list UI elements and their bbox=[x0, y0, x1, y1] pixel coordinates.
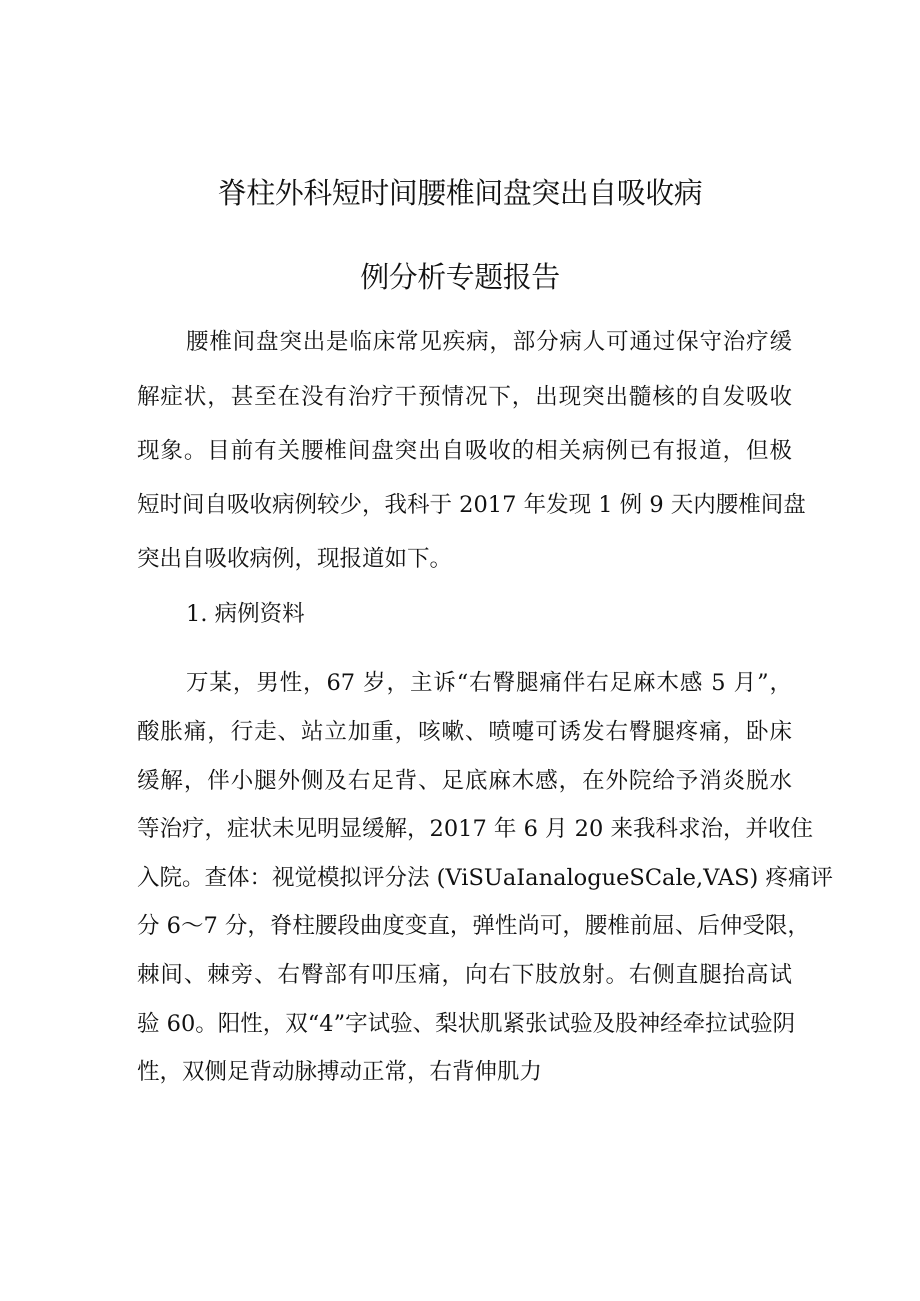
paragraph1-line: 腰椎间盘突出是临床常见疾病，部分病人可通过保守治疗缓 bbox=[186, 329, 792, 355]
paragraph2-line: 入院。查体：视觉模拟评分法 (ViSUaIanalogueSCale,VAS) 疼痛评 bbox=[137, 865, 833, 891]
paragraph2-line: 万某，男性，67 岁，主诉“右臀腿痛伴右足麻木感 5 月”， bbox=[186, 670, 792, 696]
paragraph1-line: 解症状，甚至在没有治疗干预情况下，出现突出髓核的自发吸收 bbox=[137, 384, 792, 410]
paragraph2-line: 酸胀痛，行走、站立加重，咳嗽、喷嚏可诱发右臀腿疼痛，卧床 bbox=[137, 719, 792, 745]
document-title-line-1: 脊柱外科短时间腰椎间盘突出自吸收病 bbox=[217, 176, 703, 210]
paragraph2-line: 分 6～7 分，脊柱腰段曲度变直，弹性尚可，腰椎前屈、后伸受限， bbox=[137, 913, 810, 939]
document-title-line-2: 例分析专题报告 bbox=[360, 260, 560, 294]
paragraph1-line: 短时间自吸收病例较少，我科于 2017 年发现 1 例 9 天内腰椎间盘 bbox=[137, 492, 806, 518]
section-heading: 1. 病例资料 bbox=[186, 601, 305, 627]
paragraph2-line: 等治疗，症状未见明显缓解，2017 年 6 月 20 来我科求治，并收住 bbox=[137, 816, 813, 842]
paragraph2-line: 棘间、棘旁、右臀部有叩压痛，向右下肢放射。右侧直腿抬高试 bbox=[137, 962, 792, 988]
paragraph2-line: 验 60。阳性，双“4”字试验、梨状肌紧张试验及股神经牵拉试验阴 bbox=[137, 1011, 796, 1037]
paragraph1-line: 现象。目前有关腰椎间盘突出自吸收的相关病例已有报道，但极 bbox=[137, 438, 792, 464]
paragraph1-line: 突出自吸收病例，现报道如下。 bbox=[137, 546, 453, 572]
paragraph2-line: 性，双侧足背动脉搏动正常，右背伸肌力 bbox=[137, 1059, 543, 1085]
paragraph2-line: 缓解，伴小腿外侧及右足背、足底麻木感，在外院给予消炎脱水 bbox=[137, 768, 792, 794]
